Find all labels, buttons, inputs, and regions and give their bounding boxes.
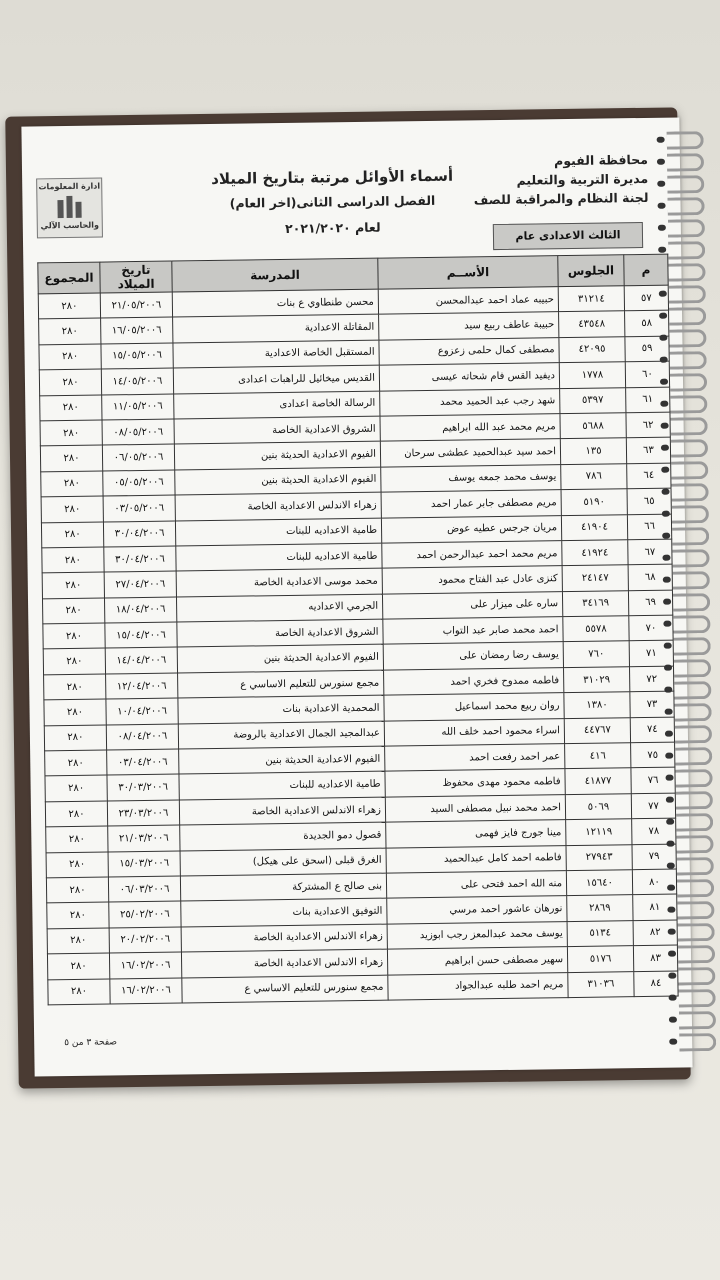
cell-total: ٢٨٠	[46, 852, 108, 878]
binding-ring	[677, 901, 714, 920]
cell-birthdate: ١٥/٠٣/٢٠٠٦	[108, 851, 180, 877]
cell-serial: ٥٩	[625, 336, 669, 362]
cell-seat-number: ٧٨٦	[561, 463, 627, 489]
cell-total: ٢٨٠	[46, 877, 108, 903]
cell-student-name: احمد محمد صابر عبد التواب	[383, 617, 563, 645]
cell-seat-number: ١٧٧٨	[559, 362, 625, 388]
cell-school: الفيوم الاعدادية الحديثة بنين	[174, 442, 380, 470]
cell-school: الرسالة الخاصة اعدادى	[174, 391, 380, 419]
year-label: لعام ٢٠٢١/٢٠٢٠	[284, 219, 381, 236]
cell-total: ٢٨٠	[39, 369, 101, 395]
binding-ring	[669, 329, 706, 348]
col-header-name: الأســم	[378, 256, 558, 290]
cell-student-name: منه الله احمد فتحى على	[386, 871, 566, 899]
cell-student-name: نورهان عاشور احمد مرسي	[387, 896, 567, 924]
cell-seat-number: ٧٦٠	[563, 641, 629, 667]
cell-seat-number: ٥٠٦٩	[565, 794, 631, 820]
cell-school: زهراء الاندلس الاعدادية الخاصة	[181, 924, 387, 952]
cell-birthdate: ١٠/٠٤/٢٠٠٦	[106, 698, 178, 724]
cell-serial: ٨٢	[633, 920, 677, 946]
cell-seat-number: ٢٤١٤٧	[562, 565, 628, 591]
cell-birthdate: ٣٠/٠٣/٢٠٠٦	[107, 774, 179, 800]
cell-school: مجمع سنورس للتعليم الاساسي ع	[178, 670, 384, 698]
cell-serial: ٧٣	[630, 691, 674, 717]
cell-serial: ٧٧	[631, 793, 675, 819]
binding-ring	[679, 989, 716, 1008]
cell-student-name: فاطمه احمد كامل عبدالحميد	[386, 845, 566, 873]
cell-seat-number: ١٣٨٠	[564, 692, 630, 718]
cell-school: قصول دمو الجديدة	[180, 822, 386, 850]
cell-seat-number: ٣١٠٢٩	[564, 667, 630, 693]
cell-seat-number: ٢٨٦٩	[567, 895, 633, 921]
cell-birthdate: ١٤/٠٤/٢٠٠٦	[105, 647, 177, 673]
cell-school: بنى صالح ع المشتركة	[180, 873, 386, 901]
binding-ring	[676, 791, 713, 810]
logo-text-bottom: والحاسب الآلي	[40, 220, 100, 231]
cell-seat-number: ٤٢٠٩٥	[559, 337, 625, 363]
cell-school: عبدالمجيد الجمال الاعدادية بالروضة	[178, 721, 384, 749]
cell-seat-number: ٥١٩٠	[561, 489, 627, 515]
cell-serial: ٨٤	[634, 971, 678, 997]
cell-student-name: مينا جورج فايز فهمى	[386, 820, 566, 848]
cell-school: طامية الاعداديه للبنات	[175, 518, 381, 546]
cell-birthdate: ١٢/٠٤/٢٠٠٦	[106, 673, 178, 699]
cell-student-name: عمر احمد رفعت احمد	[385, 744, 565, 772]
cell-seat-number: ٤١٦	[565, 743, 631, 769]
cell-total: ٢٨٠	[42, 547, 104, 573]
binding-ring	[668, 263, 705, 282]
cell-serial: ٧١	[629, 641, 673, 667]
cell-school: المستقبل الخاصة الاعدادية	[173, 340, 379, 368]
cell-total: ٢٨٠	[46, 826, 108, 852]
binding-ring	[671, 483, 708, 502]
cell-serial: ٥٨	[625, 311, 669, 337]
cell-school: التوفيق الاعدادية بنات	[181, 898, 387, 926]
cell-serial: ٦٦	[627, 514, 671, 540]
binding-ring	[667, 153, 704, 172]
cell-total: ٢٨٠	[43, 623, 105, 649]
cell-total: ٢٨٠	[40, 420, 102, 446]
binding-ring	[679, 1033, 716, 1052]
cell-seat-number: ١٥٦٤٠	[566, 870, 632, 896]
cell-total: ٢٨٠	[44, 674, 106, 700]
cell-seat-number: ٤١٩٢٤	[562, 540, 628, 566]
cell-school: الفيوم الاعدادية الحديثة بنين	[175, 467, 381, 495]
cell-serial: ٦٩	[628, 590, 672, 616]
cell-serial: ٦٠	[625, 361, 669, 387]
cell-serial: ٦١	[626, 387, 670, 413]
binding-ring	[669, 307, 706, 326]
cell-seat-number: ٥١٧٦	[567, 946, 633, 972]
binding-ring	[671, 439, 708, 458]
cell-student-name: يوسف رضا رمضان على	[383, 642, 563, 670]
cell-serial: ٧٩	[632, 844, 676, 870]
cell-total: ٢٨٠	[48, 979, 110, 1005]
cell-serial: ٨٣	[633, 945, 677, 971]
cell-birthdate: ١١/٠٥/٢٠٠٦	[102, 394, 174, 420]
cell-birthdate: ٣٠/٠٤/٢٠٠٦	[103, 521, 175, 547]
cell-birthdate: ٢٠/٠٢/٢٠٠٦	[109, 927, 181, 953]
cell-total: ٢٨٠	[40, 445, 102, 471]
cell-birthdate: ٢١/٠٥/٢٠٠٦	[100, 292, 172, 318]
cell-total: ٢٨٠	[39, 344, 101, 370]
binding-ring	[670, 351, 707, 370]
cell-seat-number: ٣٤١٦٩	[562, 590, 628, 616]
cell-school: الشروق الاعدادية الخاصة	[177, 619, 383, 647]
cell-seat-number: ٢٧٩٤٣	[566, 844, 632, 870]
binding-ring	[678, 967, 715, 986]
cell-birthdate: ١٥/٠٥/٢٠٠٦	[101, 343, 173, 369]
document-title: أسماء الأوائل مرتبة بتاريخ الميلاد	[211, 166, 454, 188]
cell-student-name: حبيبه عماد احمد عبدالمحسن	[378, 287, 558, 315]
cell-total: ٢٨٠	[41, 471, 103, 497]
cell-total: ٢٨٠	[39, 318, 101, 344]
binding-ring	[677, 879, 714, 898]
cell-birthdate: ٠٣/٠٥/٢٠٠٦	[103, 495, 175, 521]
cell-student-name: سهير مصطفى حسن ابراهيم	[387, 947, 567, 975]
binding-ring	[678, 923, 715, 942]
authority-header	[468, 150, 649, 210]
cell-birthdate: ٣٠/٠٤/٢٠٠٦	[104, 546, 176, 572]
cell-birthdate: ٠٦/٠٥/٢٠٠٦	[102, 444, 174, 470]
binding-ring	[675, 725, 712, 744]
cell-student-name: فاطمه ممدوح فخري احمد	[384, 667, 564, 695]
cell-student-name: يوسف محمد جمعه يوسف	[381, 464, 561, 492]
cell-school: طامية الاعداديه للبنات	[179, 772, 385, 800]
binding-ring	[676, 813, 713, 832]
cell-birthdate: ٠٣/٠٤/٢٠٠٦	[107, 749, 179, 775]
cell-serial: ٦٤	[627, 463, 671, 489]
cell-birthdate: ١٦/٠٥/٢٠٠٦	[101, 317, 173, 343]
page-number: صفحة ٣ من ٥	[64, 1037, 118, 1049]
cell-student-name: مريم مصطفى جابر عمار احمد	[381, 490, 561, 518]
binding-ring	[670, 373, 707, 392]
cell-total: ٢٨٠	[42, 598, 104, 624]
binding-ring	[667, 197, 704, 216]
cell-total: ٢٨٠	[38, 293, 100, 319]
cell-school: الفيوم الاعدادية الحديثة بنين	[179, 746, 385, 774]
cell-serial: ٧٥	[631, 742, 675, 768]
cell-total: ٢٨٠	[41, 522, 103, 548]
cell-student-name: ساره على ميزار على	[382, 591, 562, 619]
cell-student-name: حبيبة عاطف ربيع سيد	[379, 312, 559, 340]
cell-student-name: مريم محمد عبد الله ابراهيم	[380, 414, 560, 442]
binding-ring	[668, 219, 705, 238]
cell-serial: ٦٧	[628, 539, 672, 565]
cell-total: ٢٨٠	[40, 395, 102, 421]
binding-ring	[673, 615, 710, 634]
binding-ring	[670, 395, 707, 414]
cell-student-name: مريم محمد احمد عبدالرحمن احمد	[382, 541, 562, 569]
cell-seat-number: ٤١٨٧٧	[565, 768, 631, 794]
cell-school: الغرق قبلى (اسحق على هيكل)	[180, 848, 386, 876]
cell-birthdate: ١٤/٠٥/٢٠٠٦	[101, 368, 173, 394]
cell-seat-number: ٣١٢١٤	[558, 286, 624, 312]
cell-seat-number: ١٣٥	[560, 438, 626, 464]
cell-school: زهراء الاندلس الاعدادية الخاصة	[181, 949, 387, 977]
cell-total: ٢٨٠	[45, 801, 107, 827]
binding-ring	[679, 1011, 716, 1030]
col-header-total: المجموع	[38, 262, 100, 294]
cell-serial: ٨٠	[632, 869, 676, 895]
cell-school: زهراء الاندلس الاعدادية الخاصة	[179, 797, 385, 825]
cell-seat-number: ٥٦٨٨	[560, 413, 626, 439]
cell-serial: ٧٨	[632, 818, 676, 844]
binding-ring	[674, 659, 711, 678]
cell-total: ٢٨٠	[47, 902, 109, 928]
cell-birthdate: ٢١/٠٣/٢٠٠٦	[108, 825, 180, 851]
cell-student-name: اسراء محمود احمد خلف الله	[384, 718, 564, 746]
cell-total: ٢٨٠	[47, 928, 109, 954]
cell-birthdate: ١٨/٠٤/٢٠٠٦	[104, 597, 176, 623]
cell-student-name: مريان جرجس عطيه عوض	[381, 515, 561, 543]
binding-ring	[667, 131, 704, 150]
cell-student-name: مريم احمد طلبه عبدالجواد	[388, 972, 568, 1000]
col-header-seat: الجلوس	[558, 255, 624, 287]
cell-total: ٢٨٠	[43, 648, 105, 674]
cell-student-name: مصطفى كمال حلمى زعزوع	[379, 337, 559, 365]
binding-ring	[675, 747, 712, 766]
cell-school: محمد موسى الاعدادية الخاصة	[176, 568, 382, 596]
cell-student-name: شهد رجب عبد الحميد محمد	[380, 388, 560, 416]
cell-total: ٢٨٠	[45, 775, 107, 801]
cell-seat-number: ٤٣٥٤٨	[559, 311, 625, 337]
cell-student-name: كنزى عادل عبد الفتاح محمود	[382, 566, 562, 594]
cell-total: ٢٨٠	[47, 953, 109, 979]
cell-serial: ٧٤	[630, 717, 674, 743]
cell-seat-number: ٥١٣٤	[567, 920, 633, 946]
cell-serial: ٧٠	[629, 615, 673, 641]
cell-school: مجمع سنورس للتعليم الاساسي ع	[182, 975, 388, 1003]
cell-seat-number: ٥٣٩٧	[560, 387, 626, 413]
cell-birthdate: ٢٥/٠٢/٢٠٠٦	[109, 901, 181, 927]
cell-birthdate: ١٥/٠٤/٢٠٠٦	[105, 622, 177, 648]
binding-ring	[678, 945, 715, 964]
cell-school: محسن طنطاوي ع بنات	[172, 289, 378, 317]
col-header-birthdate: تاريخ الميلاد	[100, 261, 172, 293]
cell-seat-number: ٣١٠٣٦	[568, 971, 634, 997]
cell-school: الفيوم الاعدادية الحديثة بنين	[177, 645, 383, 673]
col-header-school: المدرسة	[172, 258, 378, 292]
cell-seat-number: ٤٤٧٦٧	[564, 717, 630, 743]
cell-seat-number: ٥٥٧٨	[563, 616, 629, 642]
document-title-block	[182, 164, 483, 240]
cell-birthdate: ١٦/٠٢/٢٠٠٦	[109, 952, 181, 978]
cell-total: ٢٨٠	[45, 750, 107, 776]
binding-ring	[672, 505, 709, 524]
cell-school: طامية الاعداديه للبنات	[176, 543, 382, 571]
cell-school: الشروق الاعدادية الخاصة	[174, 416, 380, 444]
committee-line: لجنة النظام والمراقبة للصف	[473, 189, 649, 208]
cell-serial: ٨١	[633, 894, 677, 920]
cell-serial: ٦٨	[628, 564, 672, 590]
governorate-line: محافظة الفيوم	[554, 151, 649, 169]
grade-label: الثالث الاعدادى عام	[493, 222, 643, 250]
cell-birthdate: ٠٥/٠٥/٢٠٠٦	[103, 470, 175, 496]
binding-ring	[671, 417, 708, 436]
binding-ring	[677, 857, 714, 876]
cell-student-name: فاطمه محمود مهدى محفوظ	[385, 769, 565, 797]
cell-total: ٢٨٠	[44, 699, 106, 725]
binding-ring	[675, 769, 712, 788]
cell-student-name: روان ربيع محمد اسماعيل	[384, 693, 564, 721]
cell-birthdate: ٠٦/٠٣/٢٠٠٦	[108, 876, 180, 902]
cell-birthdate: ٠٨/٠٥/٢٠٠٦	[102, 419, 174, 445]
term-label: الفصل الدراسى الثانى(اخر العام)	[229, 192, 436, 211]
binding-ring	[672, 549, 709, 568]
binding-ring	[672, 527, 709, 546]
cell-serial: ٦٣	[626, 437, 670, 463]
cell-student-name: ديفيد القس فام شحاته عيسى	[379, 363, 559, 391]
cell-birthdate: ١٦/٠٢/٢٠٠٦	[110, 978, 182, 1004]
cell-total: ٢٨٠	[42, 572, 104, 598]
cell-school: زهراء الاندلس الاعدادية الخاصة	[175, 492, 381, 520]
top-students-table	[37, 254, 678, 1006]
binding-ring	[667, 175, 704, 194]
col-header-serial: م	[624, 254, 668, 286]
binding-ring	[675, 703, 712, 722]
cell-school: المقاتلة الاعدادية	[173, 315, 379, 343]
cell-total: ٢٨٠	[44, 725, 106, 751]
logo-text-top: ادارة المعلومات	[38, 181, 101, 192]
logo-building-icon	[51, 194, 87, 219]
binding-ring	[674, 637, 711, 656]
cell-school: المحمدية الاعدادية بنات	[178, 695, 384, 723]
cell-school: القديس ميخائيل للراهبات اعدادى	[173, 365, 379, 393]
binding-ring	[673, 593, 710, 612]
cell-serial: ٦٥	[627, 488, 671, 514]
info-department-logo	[36, 178, 103, 239]
cell-total: ٢٨٠	[41, 496, 103, 522]
binding-ring	[674, 681, 711, 700]
cell-student-name: يوسف محمد عبدالمعز رجب ابوزيد	[387, 921, 567, 949]
binding-ring	[673, 571, 710, 590]
cell-birthdate: ٢٧/٠٤/٢٠٠٦	[104, 571, 176, 597]
cell-seat-number: ١٢١١٩	[566, 819, 632, 845]
binding-ring	[669, 285, 706, 304]
cell-serial: ٧٦	[631, 767, 675, 793]
directorate-line: مديرة التربية والتعليم	[516, 170, 649, 188]
cell-school: الجرمي الاعداديه	[176, 594, 382, 622]
cell-serial: ٦٢	[626, 412, 670, 438]
cell-birthdate: ٢٣/٠٣/٢٠٠٦	[107, 800, 179, 826]
cell-student-name: احمد سيد عبدالحميد عطشى سرحان	[380, 439, 560, 467]
binding-ring	[668, 241, 705, 260]
cell-seat-number: ٤١٩٠٤	[561, 514, 627, 540]
binding-ring	[676, 835, 713, 854]
binding-ring	[671, 461, 708, 480]
document-page	[21, 117, 692, 1076]
cell-serial: ٥٧	[624, 285, 668, 311]
cell-student-name: احمد محمد نبيل مصطفى السيد	[385, 794, 565, 822]
cell-serial: ٧٢	[629, 666, 673, 692]
cell-birthdate: ٠٨/٠٤/٢٠٠٦	[106, 724, 178, 750]
